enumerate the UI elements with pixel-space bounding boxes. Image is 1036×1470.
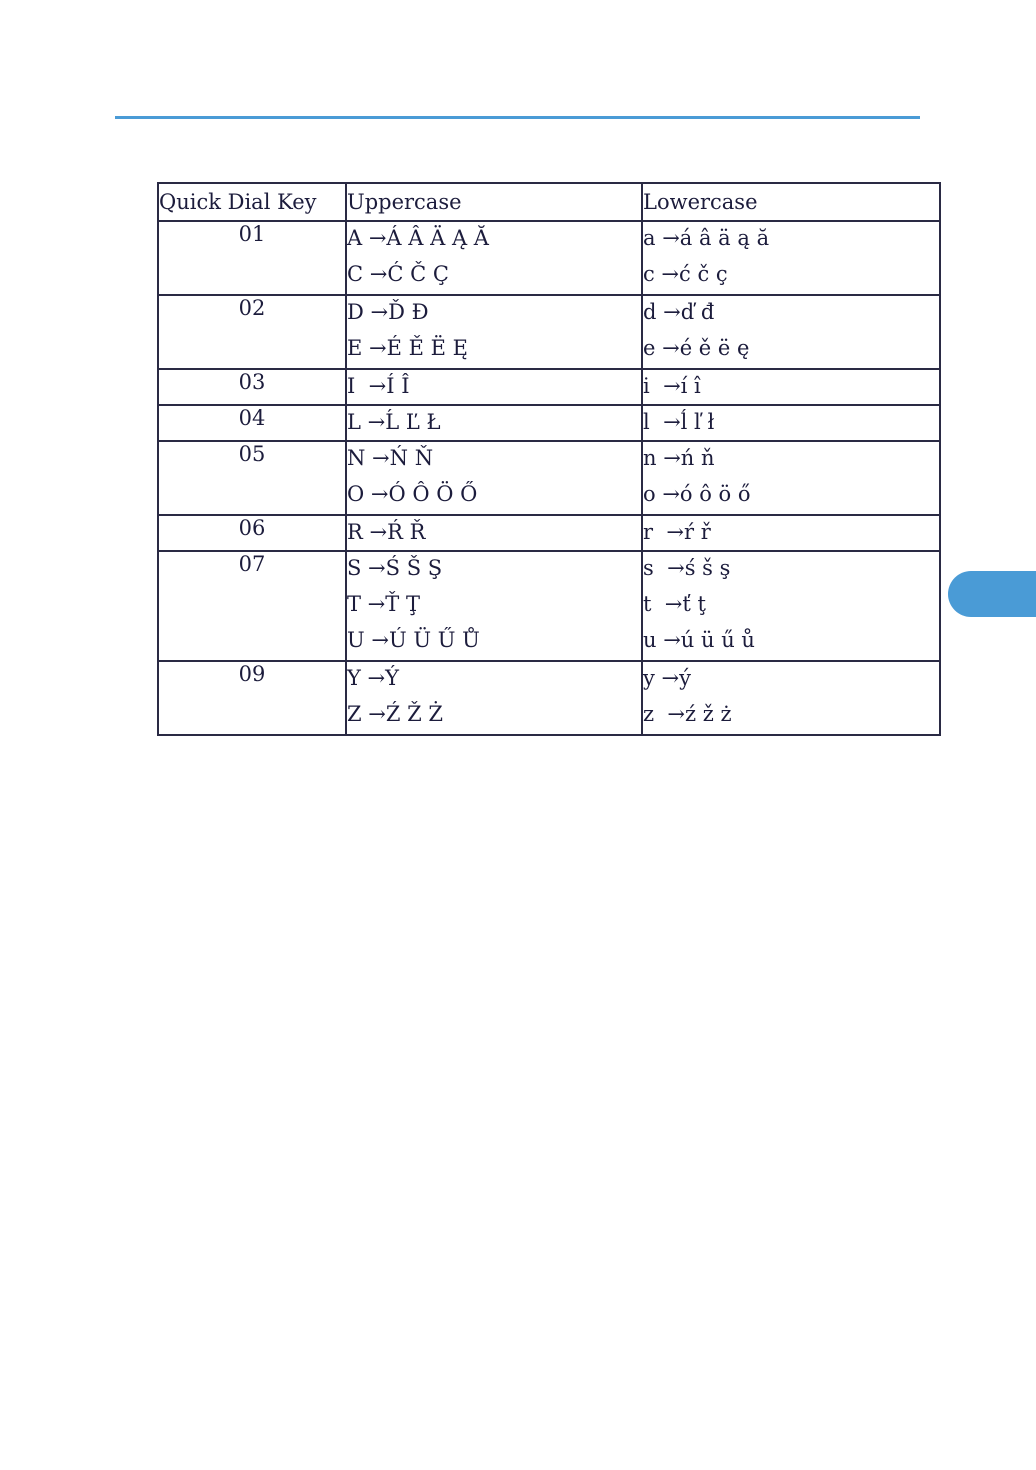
lowercase-line: r →ŕ ř <box>643 520 711 544</box>
quick-dial-key-cell: 07 <box>158 551 346 661</box>
lowercase-cell <box>642 295 940 369</box>
lowercase-line: c →ć č ç <box>643 262 728 286</box>
uppercase-line: C →Ć Č Ç <box>347 262 449 286</box>
lowercase-line: n →ń ň <box>643 446 715 470</box>
quick-dial-character-table <box>157 182 941 736</box>
lowercase-line: o →ó ô ö ő <box>643 482 751 506</box>
uppercase-cell <box>346 295 642 369</box>
uppercase-line: E →É Ě Ë Ę <box>347 336 468 360</box>
table-row <box>158 661 940 735</box>
uppercase-line: Y →Ý <box>347 666 399 690</box>
lowercase-line: l →ĺ ľ ł <box>643 410 715 434</box>
table-row <box>158 369 940 405</box>
uppercase-line: U →Ú Ü Ű Ů <box>347 628 480 652</box>
lowercase-cell <box>642 441 940 515</box>
uppercase-line: D →Ď Đ <box>347 300 429 324</box>
table-row <box>158 551 940 661</box>
uppercase-line: T →Ť Ţ <box>347 592 420 616</box>
lowercase-line: d →ď đ <box>643 300 715 324</box>
lowercase-line: u →ú ü ű ů <box>643 628 755 652</box>
uppercase-line: Z →Ź Ž Ż <box>347 702 443 726</box>
uppercase-cell <box>346 515 642 551</box>
quick-dial-key-cell: 01 <box>158 221 346 295</box>
uppercase-cell <box>346 441 642 515</box>
uppercase-cell <box>346 369 642 405</box>
table-row <box>158 441 940 515</box>
uppercase-cell <box>346 551 642 661</box>
table-row <box>158 295 940 369</box>
chapter-tab <box>948 571 1036 617</box>
lowercase-line: t →ť ţ <box>643 592 706 616</box>
lowercase-line: z →ź ž ż <box>643 702 732 726</box>
header-rule <box>115 116 920 119</box>
header-quick-dial-key: Quick Dial Key <box>158 183 346 221</box>
quick-dial-key-cell: 04 <box>158 405 346 441</box>
lowercase-cell <box>642 221 940 295</box>
uppercase-line: A →Á Â Ä Ą Ă <box>347 226 489 250</box>
quick-dial-key-cell: 03 <box>158 369 346 405</box>
lowercase-cell <box>642 369 940 405</box>
lowercase-line: e →é ě ë ę <box>643 336 750 360</box>
header-lowercase: Lowercase <box>642 183 940 221</box>
quick-dial-key-cell: 09 <box>158 661 346 735</box>
uppercase-cell <box>346 405 642 441</box>
table-row <box>158 221 940 295</box>
uppercase-cell <box>346 661 642 735</box>
lowercase-line: y →ý <box>643 666 691 690</box>
quick-dial-key-cell: 06 <box>158 515 346 551</box>
uppercase-line: L →Ĺ Ľ Ł <box>347 410 441 434</box>
uppercase-line: O →Ó Ô Ö Ő <box>347 482 478 506</box>
header-uppercase: Uppercase <box>346 183 642 221</box>
lowercase-line: s →ś š ş <box>643 556 731 580</box>
table-header-row <box>158 183 940 221</box>
lowercase-line: a →á â ä ą ă <box>643 226 770 250</box>
lowercase-cell <box>642 661 940 735</box>
lowercase-cell <box>642 551 940 661</box>
uppercase-line: N →Ń Ň <box>347 446 434 470</box>
table-row <box>158 515 940 551</box>
table-row <box>158 405 940 441</box>
quick-dial-key-cell: 02 <box>158 295 346 369</box>
quick-dial-key-cell: 05 <box>158 441 346 515</box>
uppercase-cell <box>346 221 642 295</box>
lowercase-cell <box>642 405 940 441</box>
lowercase-cell <box>642 515 940 551</box>
uppercase-line: I →Í Î <box>347 374 410 398</box>
uppercase-line: S →Ś Š Ş <box>347 556 443 580</box>
uppercase-line: R →Ŕ Ř <box>347 520 426 544</box>
lowercase-line: i →í î <box>643 374 701 398</box>
